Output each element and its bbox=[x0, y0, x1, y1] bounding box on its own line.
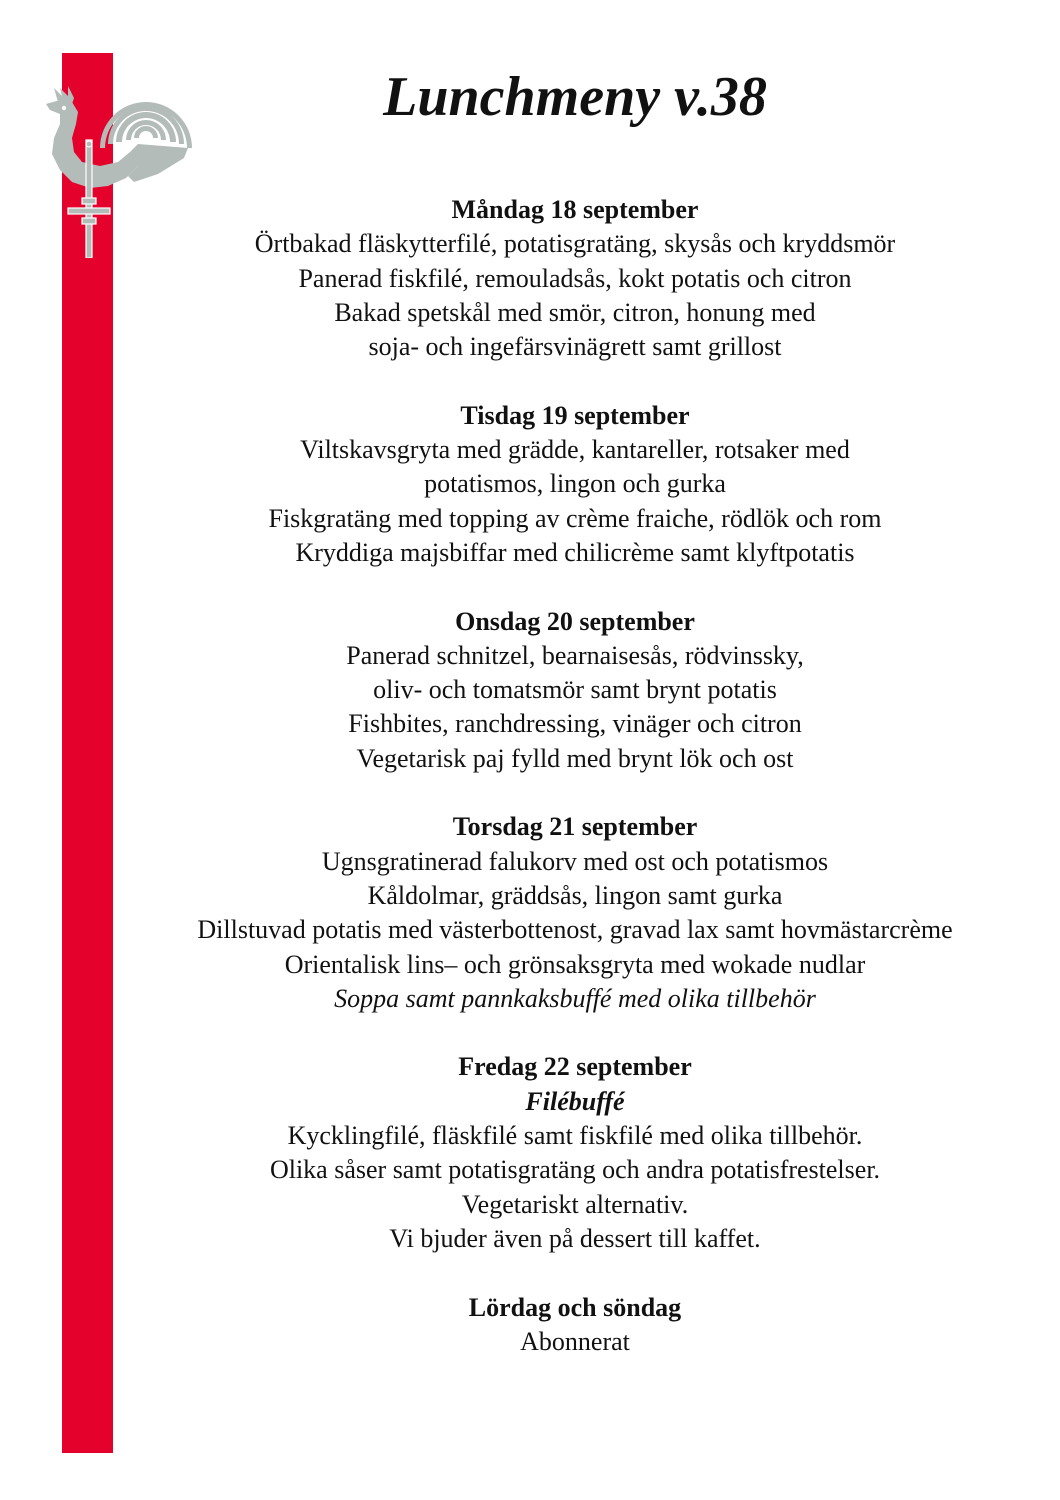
day-wednesday bbox=[160, 605, 990, 776]
red-side-bar bbox=[62, 53, 113, 1453]
dish-line: Panerad schnitzel, bearnaisesås, rödvinssky, bbox=[346, 640, 804, 670]
day-heading: Fredag 22 september bbox=[458, 1052, 692, 1082]
dish-line: soja- och ingefärsvinägrett samt grillost bbox=[368, 332, 782, 362]
dish-line: Orientalisk lins– och grönsaksgryta med wokade nudlar bbox=[284, 949, 866, 979]
dish-line: Dillstuvad potatis med västerbottenost, gravad lax samt hovmästarcrème bbox=[197, 915, 953, 945]
dish-line: Kycklingfilé, fläskfilé samt fiskfilé med olika tillbehör. bbox=[287, 1121, 863, 1151]
dish-line: Olika såser samt potatisgratäng och andra potatisfrestelser. bbox=[269, 1155, 881, 1185]
dish-line-special: Soppa samt pannkaksbuffé med olika tillbehör bbox=[334, 983, 816, 1013]
menu bbox=[160, 193, 990, 1393]
dish-line: oliv- och tomatsmör samt brynt potatis bbox=[373, 675, 777, 705]
day-heading: Torsdag 21 september bbox=[452, 812, 698, 842]
dish-line: Abonnerat bbox=[520, 1326, 630, 1356]
day-heading: Onsdag 20 september bbox=[455, 606, 695, 636]
day-heading: Tisdag 19 september bbox=[460, 400, 690, 430]
dish-line: Vegetarisk paj fylld med brynt lök och ost bbox=[356, 743, 794, 773]
page-title: Lunchmeny v.38 bbox=[383, 66, 767, 128]
dish-line: Viltskavsgryta med grädde, kantareller, rotsaker med bbox=[300, 435, 850, 465]
day-monday bbox=[160, 193, 990, 364]
day-heading: Lördag och söndag bbox=[468, 1292, 682, 1322]
day-heading: Måndag 18 september bbox=[451, 195, 699, 224]
day-thursday bbox=[160, 810, 990, 1016]
dish-line: Vegetariskt alternativ. bbox=[461, 1189, 689, 1219]
dish-line: Fiskgratäng med topping av crème fraiche, rödlök och rom bbox=[268, 503, 882, 533]
dish-line: Bakad spetskål med smör, citron, honung med bbox=[334, 297, 816, 327]
dish-line: Kryddiga majsbiffar med chilicrème samt klyftpotatis bbox=[295, 537, 855, 567]
dish-line: potatismos, lingon och gurka bbox=[424, 469, 726, 499]
dish-line: Fishbites, ranchdressing, vinäger och citron bbox=[348, 709, 802, 739]
dish-line: Ugnsgratinerad falukorv med ost och potatismos bbox=[321, 846, 829, 876]
dish-line: Vi bjuder även på dessert till kaffet. bbox=[389, 1223, 761, 1253]
day-friday bbox=[160, 1050, 990, 1256]
day-tuesday bbox=[160, 399, 990, 570]
day-subheading: Filébuffé bbox=[525, 1086, 625, 1116]
dish-line: Örtbakad fläskytterfilé, potatisgratäng, skysås och kryddsmör bbox=[254, 229, 896, 259]
dish-line: Kåldolmar, gräddsås, lingon samt gurka bbox=[367, 880, 783, 910]
day-weekend bbox=[160, 1291, 990, 1360]
dish-line: Panerad fiskfilé, remouladsås, kokt potatis och citron bbox=[298, 263, 852, 293]
